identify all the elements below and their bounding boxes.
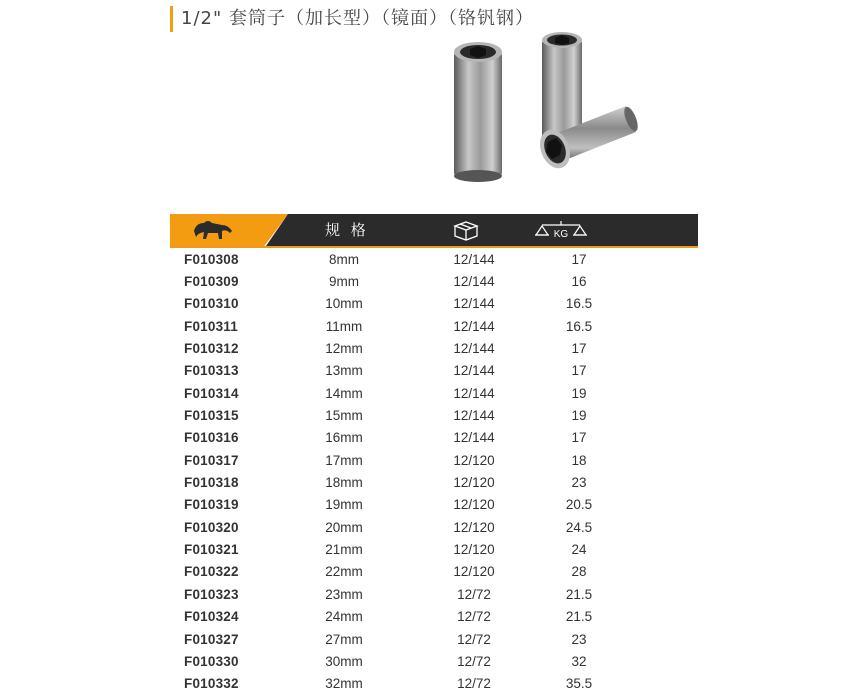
cell-pack: 12/144 [453,296,495,312]
cell-spec: 18mm [325,475,363,491]
cell-pad [614,248,712,270]
cell-spec: 22mm [325,564,363,580]
cell-spec: 16mm [325,430,363,446]
cell-pad [614,471,712,493]
cell-spec: 19mm [325,497,363,513]
cell-spec: 12mm [325,341,363,357]
cell-spec: 8mm [329,251,359,267]
cell-weight: 17 [571,341,587,357]
cell-pad [614,404,712,426]
table-row [170,583,712,605]
cell-pack: 12/144 [453,408,495,424]
cell-spec: 10mm [325,296,363,312]
cell-spec: 15mm [325,408,363,424]
cell-spec: 24mm [325,609,363,625]
cell-weight: 18 [571,452,587,468]
table-row [170,360,712,382]
cell-weight: 23 [571,631,587,647]
cell-pad [614,673,712,695]
cell-pad [614,427,712,449]
cell-pad [614,650,712,672]
cell-pad [614,494,712,516]
table-row [170,673,712,695]
cell-pad [614,449,712,471]
cell-weight: 17 [571,251,587,267]
cell-code: F010319 [184,497,239,513]
table-row [170,382,712,404]
cell-code: F010315 [184,408,239,424]
cell-pack: 12/120 [453,452,495,468]
cell-spec: 32mm [325,676,363,692]
table-row [170,471,712,493]
cell-code: F010330 [184,653,239,669]
table-row [170,337,712,359]
cell-code: F010321 [184,542,239,558]
table-row [170,315,712,337]
table-row [170,404,712,426]
cell-pad [614,606,712,628]
cell-spec: 30mm [325,653,363,669]
cell-pack: 12/120 [453,475,495,491]
cell-pad [614,516,712,538]
cell-spec: 14mm [325,385,363,401]
cell-pad [614,337,712,359]
cell-weight: 19 [571,385,587,401]
cell-weight: 21.5 [565,609,593,625]
cell-weight: 24.5 [565,519,593,535]
table-row [170,561,712,583]
table-row [170,427,712,449]
table-header [170,214,698,248]
cell-code: F010316 [184,430,239,446]
cell-weight: 19 [571,408,587,424]
cell-pack: 12/72 [457,609,491,625]
table-row [170,538,712,560]
cell-weight: 16 [571,274,587,290]
table-row [170,449,712,471]
box-icon [452,219,480,241]
cell-pack: 12/144 [453,251,495,267]
cell-pad [614,270,712,292]
cell-weight: 17 [571,363,587,379]
cell-pack: 12/144 [453,385,495,401]
cell-weight: 28 [571,564,587,580]
cell-pack: 12/144 [453,363,495,379]
cell-pack: 12/72 [457,631,491,647]
cell-weight: 23 [571,475,587,491]
cell-spec: 17mm [325,452,363,468]
cell-pack: 12/144 [453,274,495,290]
cell-pack: 12/72 [457,676,491,692]
cell-code: F010320 [184,519,239,535]
cell-code: F010323 [184,586,239,602]
table-row [170,650,712,672]
cell-pad [614,628,712,650]
cell-weight: 32 [571,653,587,669]
table-row [170,248,712,270]
cell-weight: 17 [571,430,587,446]
table-row [170,494,712,516]
cell-spec: 21mm [325,542,363,558]
cell-pack: 12/120 [453,497,495,513]
table-row [170,606,712,628]
lion-icon [192,217,234,243]
cell-pad [614,360,712,382]
cell-code: F010313 [184,363,239,379]
cell-weight: 24 [571,542,587,558]
cell-weight: 16.5 [565,318,593,334]
cell-weight: 16.5 [565,296,593,312]
table-row [170,516,712,538]
weight-unit-label: KG [553,229,569,240]
cell-code: F010312 [184,341,239,357]
cell-weight: 20.5 [565,497,593,513]
cell-code: F010310 [184,296,239,312]
cell-spec: 13mm [325,363,363,379]
cell-pad [614,538,712,560]
cell-pack: 12/144 [453,430,495,446]
cell-spec: 20mm [325,519,363,535]
cell-code: F010314 [184,385,239,401]
header-spec-label: 规 格 [325,221,369,239]
cell-pad [614,382,712,404]
cell-pack: 12/120 [453,564,495,580]
cell-pack: 12/120 [453,542,495,558]
cell-code: F010309 [184,274,239,290]
spec-table [170,214,698,695]
cell-code: F010327 [184,631,239,647]
cell-pack: 12/144 [453,341,495,357]
cell-code: F010332 [184,676,239,692]
cell-pad [614,561,712,583]
cell-pack: 12/120 [453,519,495,535]
cell-weight: 21.5 [565,586,593,602]
cell-spec: 11mm [325,318,363,334]
cell-spec: 9mm [329,274,359,290]
cell-code: F010308 [184,251,239,267]
scale-kg-icon [534,220,588,240]
table-row [170,628,712,650]
cell-pack: 12/72 [457,586,491,602]
cell-code: F010311 [184,318,238,334]
cell-pad [614,583,712,605]
cell-spec: 27mm [325,631,363,647]
cell-spec: 23mm [325,586,363,602]
socket-product-image [430,28,650,188]
cell-code: F010324 [184,609,239,625]
page-title: 1/2" 套筒子（加长型）（镜面）（铬钒钢） [170,6,534,32]
cell-pack: 12/144 [453,318,495,334]
cell-code: F010318 [184,475,239,491]
table-row [170,293,712,315]
cell-weight: 35.5 [565,676,593,692]
table-row [170,270,712,292]
cell-code: F010317 [184,452,239,468]
cell-code: F010322 [184,564,239,580]
cell-pad [614,315,712,337]
spec-table-body [170,248,712,695]
cell-pad [614,293,712,315]
cell-pack: 12/72 [457,653,491,669]
